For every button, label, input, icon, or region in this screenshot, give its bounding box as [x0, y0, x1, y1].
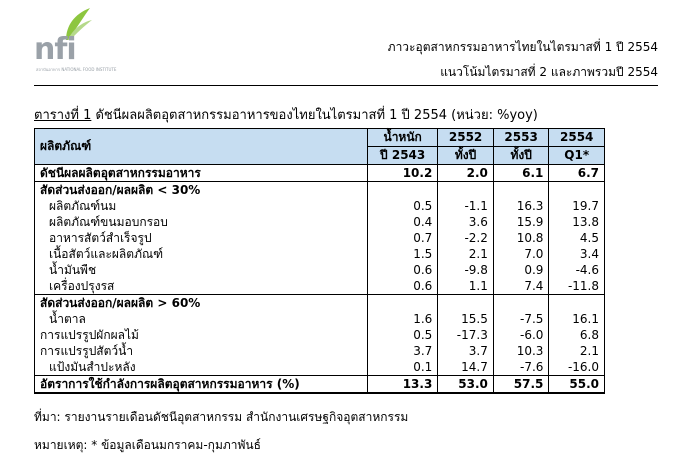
cell-value: 3.4: [549, 246, 605, 262]
cell-value: 2.0: [438, 165, 494, 182]
header-divider: [34, 85, 658, 86]
table-row-total: [35, 165, 605, 182]
cell-value: 16.3: [493, 198, 549, 214]
cell-value: 13.8: [549, 214, 605, 230]
cell-value: 2.1: [438, 246, 494, 262]
table-row: [35, 311, 605, 327]
cell-value: 13.3: [368, 376, 438, 394]
cell-value: -17.3: [438, 327, 494, 343]
row-label: เครื่องปรุงรส: [49, 279, 115, 293]
row-label: น้ำมันพืช: [49, 263, 97, 277]
table-row: [35, 278, 605, 295]
cell-value: 10.8: [493, 230, 549, 246]
cell-value: 0.9: [493, 262, 549, 278]
cell-value: -6.0: [493, 327, 549, 343]
food-index-table: [34, 128, 605, 394]
cell-value: -1.1: [438, 198, 494, 214]
cell-value: 3.6: [438, 214, 494, 230]
cell-value: 16.1: [549, 311, 605, 327]
column-subheader-weight: ปี 2543: [368, 147, 438, 165]
cell-value: -2.2: [438, 230, 494, 246]
table-row: [35, 327, 605, 343]
cell-value: 14.7: [438, 359, 494, 376]
column-subheader-2554: Q1*: [549, 147, 605, 165]
cell-value: 1.1: [438, 278, 494, 295]
cell-value: -7.5: [493, 311, 549, 327]
table-row: [35, 359, 605, 376]
cell-value: -9.8: [438, 262, 494, 278]
column-header-weight: น้ำหนัก: [368, 129, 438, 147]
column-subheader-2552: ทั้งปี: [438, 147, 494, 165]
column-header-2553: 2553: [493, 129, 549, 147]
footnote: หมายเหตุ: * ข้อมูลเดือนมกราคม-กุมภาพันธ์: [34, 438, 261, 452]
table-row: [35, 230, 605, 246]
cell-value: -11.8: [549, 278, 605, 295]
row-label: การแปรรูปผักผลไม้: [40, 328, 139, 342]
table-row-capacity: [35, 376, 605, 394]
cell-value: 4.5: [549, 230, 605, 246]
cell-value: 0.5: [368, 198, 438, 214]
row-label: ดัชนีผลผลิตอุตสาหกรรมอาหาร: [35, 165, 368, 182]
column-header-product: ผลิตภัณฑ์: [35, 129, 368, 165]
cell-value: 0.6: [368, 278, 438, 295]
cell-value: 6.8: [549, 327, 605, 343]
table-row: [35, 262, 605, 278]
row-label: น้ำตาล: [49, 312, 86, 326]
column-header-2552: 2552: [438, 129, 494, 147]
table-row: [35, 198, 605, 214]
cell-value: 0.6: [368, 262, 438, 278]
cell-value: 0.7: [368, 230, 438, 246]
cell-value: 7.0: [493, 246, 549, 262]
cell-value: 53.0: [438, 376, 494, 394]
section-header-row: [35, 295, 605, 312]
row-label: ผลิตภัณฑ์ขนมอบกรอบ: [49, 215, 168, 229]
cell-value: 6.7: [549, 165, 605, 182]
row-label: อัตราการใช้กำลังการผลิตอุตสาหกรรมอาหาร (%): [35, 376, 368, 394]
row-label: แป้งมันสำปะหลัง: [49, 360, 136, 374]
section-title: สัดส่วนส่งออก/ผลผลิต > 60%: [35, 295, 368, 312]
table-caption: [34, 104, 538, 125]
table-row: [35, 214, 605, 230]
cell-value: 6.1: [493, 165, 549, 182]
row-label: เนื้อสัตว์และผลิตภัณฑ์: [49, 247, 164, 261]
source-note: ที่มา: รายงานรายเดือนดัชนีอุตสาหกรรม สำนักงานเศรษฐกิจอุตสาหกรรม: [34, 410, 409, 424]
cell-value: 57.5: [493, 376, 549, 394]
table-row: [35, 343, 605, 359]
logo-subtitle: สถาบันอาหาร NATIONAL FOOD INSTITUTE: [36, 67, 117, 72]
table-row: [35, 246, 605, 262]
report-title: ภาวะอุตสาหกรรมอาหารไทยในไตรมาสที่ 1 ปี 2554: [387, 40, 658, 54]
row-label: อาหารสัตว์สำเร็จรูป: [49, 231, 152, 245]
nfi-logo: [26, 6, 117, 80]
cell-value: 0.5: [368, 327, 438, 343]
cell-value: 1.6: [368, 311, 438, 327]
cell-value: 7.4: [493, 278, 549, 295]
table-caption-label: ตารางที่ 1: [34, 108, 92, 123]
cell-value: 15.9: [493, 214, 549, 230]
cell-value: 19.7: [549, 198, 605, 214]
section-header-row: [35, 182, 605, 199]
cell-value: 1.5: [368, 246, 438, 262]
cell-value: 2.1: [549, 343, 605, 359]
report-subtitle: แนวโน้มไตรมาสที่ 2 และภาพรวมปี 2554: [440, 65, 658, 79]
row-label: การแปรรูปสัตว์น้ำ: [40, 344, 134, 358]
cell-value: 3.7: [438, 343, 494, 359]
row-label: ผลิตภัณฑ์นม: [49, 199, 117, 213]
cell-value: 15.5: [438, 311, 494, 327]
section-title: สัดส่วนส่งออก/ผลผลิต < 30%: [35, 182, 368, 199]
cell-value: 0.1: [368, 359, 438, 376]
column-header-2554: 2554: [549, 129, 605, 147]
cell-value: 55.0: [549, 376, 605, 394]
table-caption-text: ดัชนีผลผลิตอุตสาหกรรมอาหารของไทยในไตรมาสที่ 1 ปี 2554 (หน่วย: %yoy): [91, 108, 538, 123]
cell-value: -16.0: [549, 359, 605, 376]
cell-value: 3.7: [368, 343, 438, 359]
column-subheader-2553: ทั้งปี: [493, 147, 549, 165]
cell-value: 10.3: [493, 343, 549, 359]
logo-text: nfi: [34, 32, 76, 67]
cell-value: -4.6: [549, 262, 605, 278]
cell-value: 10.2: [368, 165, 438, 182]
cell-value: 0.4: [368, 214, 438, 230]
cell-value: -7.6: [493, 359, 549, 376]
